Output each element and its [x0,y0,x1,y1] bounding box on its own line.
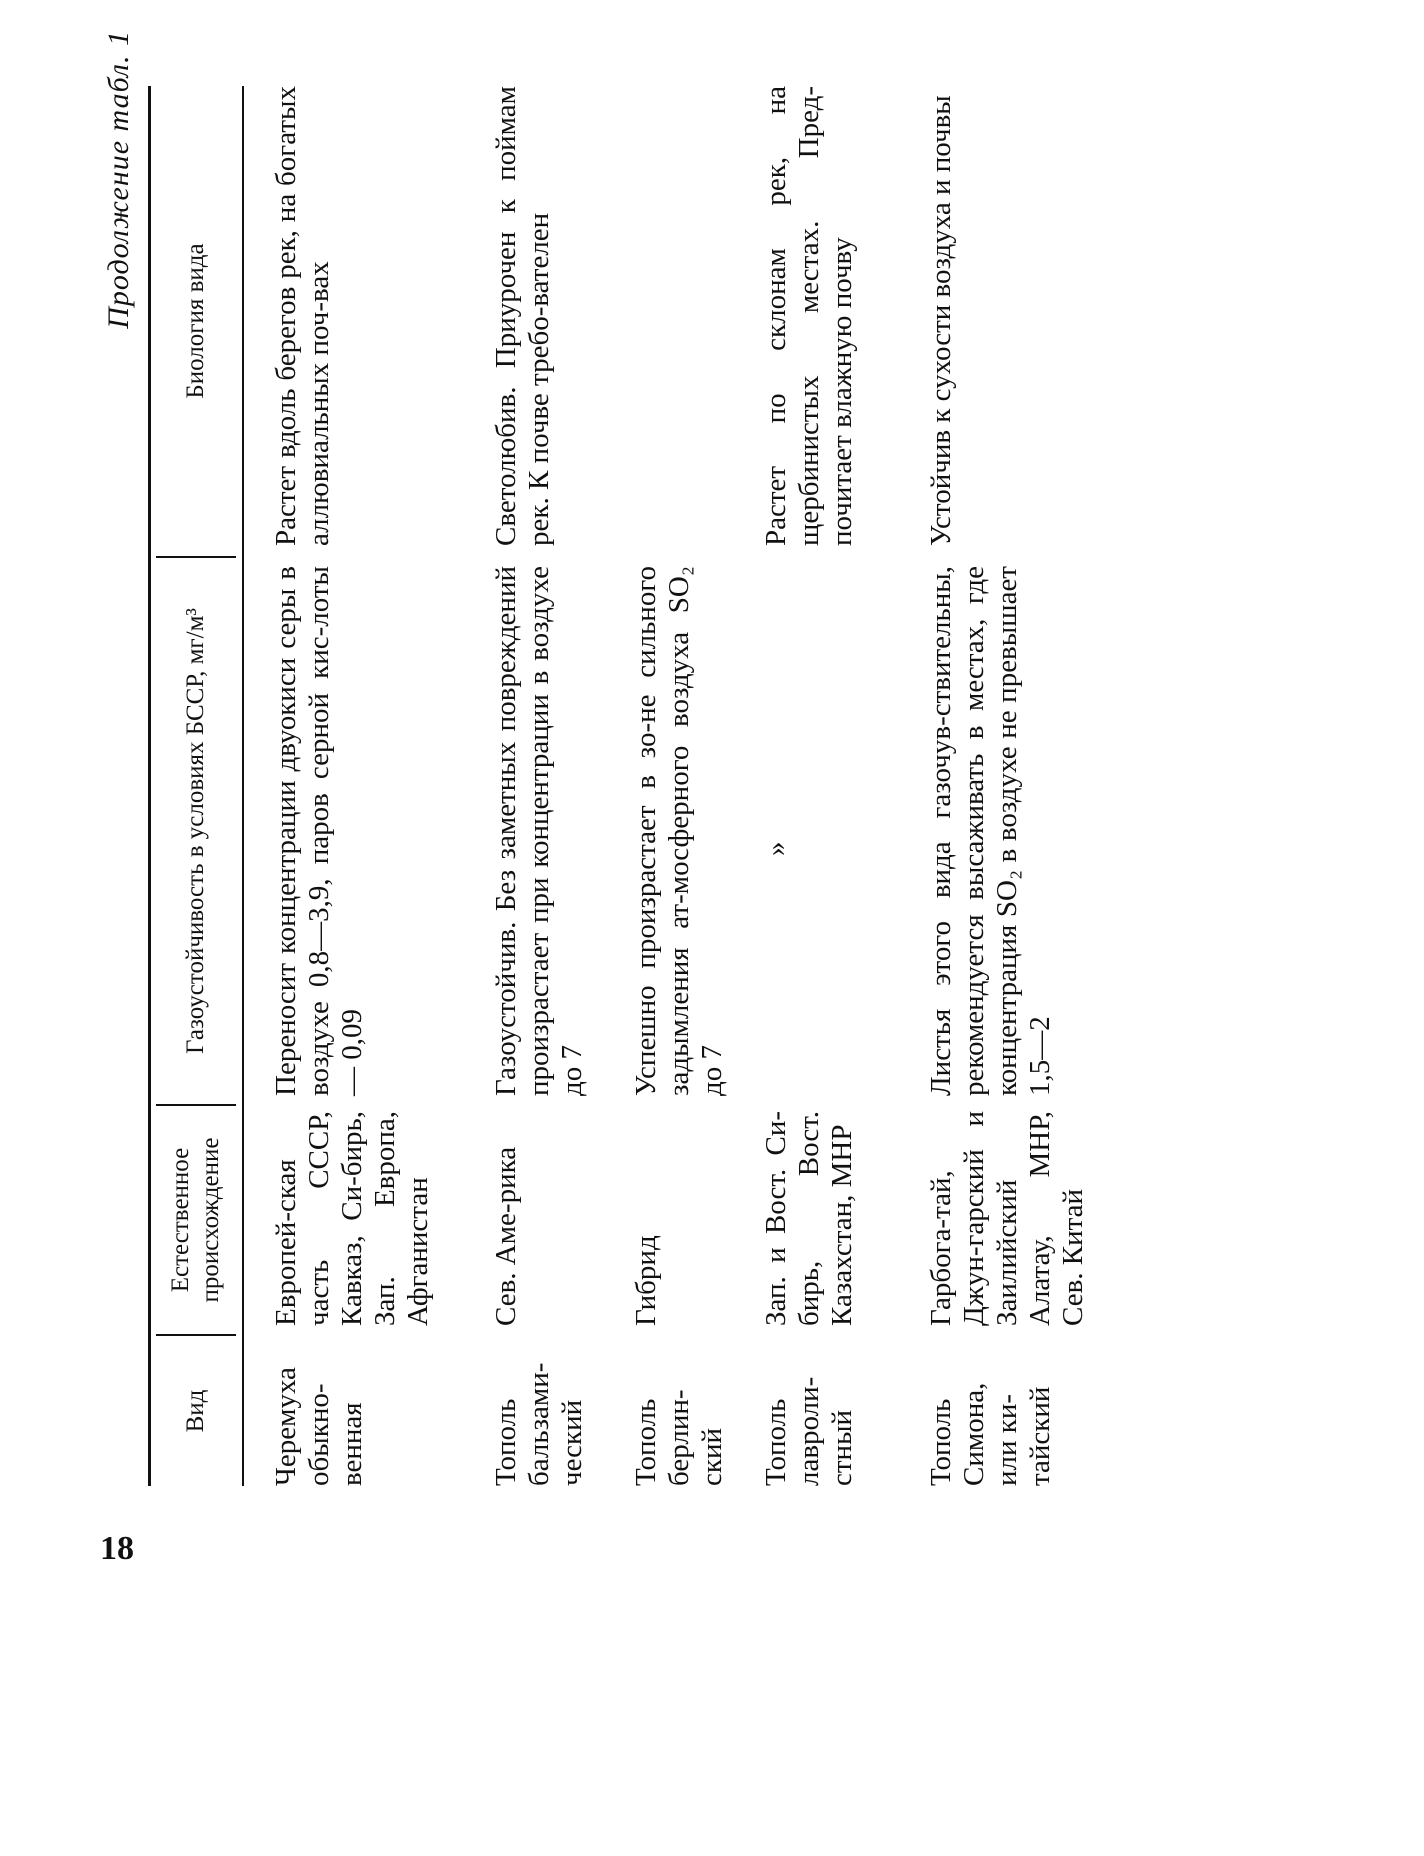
continuation-title: Продолжение табл. 1 [102,30,135,329]
species-cell: Тополь Симона, или ки-тайский [925,1382,1056,1486]
header-gas-resistance: Газоустойчивость в условиях БССР, мг/м³ [182,608,209,1054]
gas-resistance-cell: Газоустойчив. Без заметных повреждений произрастает при концентрации в воздухе до 7 [490,566,588,1096]
origin-cell: Сев. Аме-рика [490,1146,522,1326]
table-header-rule [242,86,244,1486]
species-cell: Тополь берлин-ский [630,1389,728,1486]
biology-cell: Светолюбив. Приурочен к поймам рек. К почве требо-вателен [490,86,555,546]
origin-cell: Гибрид [630,1235,662,1326]
table-top-rule [148,86,151,1486]
biology-cell: Растет по склонам рек, на щербинистых местах. Пред-почитает влажную почву [760,86,858,546]
gas-resistance-cell: » [760,841,792,856]
gas-resistance-cell: Успешно произрастает в зо-не сильного задымления ат-мосферного воздуха SO₂ до 7 [630,566,728,1096]
origin-cell: Зап. и Вост. Си-бирь, Вост. Казахстан, МНР [760,1111,858,1326]
rotated-table-page [102,30,1130,1486]
gas-resistance-cell: Переносит концентрации двуокиси серы в воздухе 0,8—3,9, паров серной кис-лоты — 0,09 [270,566,368,1096]
gas-resistance-cell: Листья этого вида газочув-ствительны, рекомендуется высаживать в местах, где концентрация SO₂ в воздухе не превышает 1,5—2 [925,566,1056,1096]
species-cell: Тополь лавроли-стный [760,1376,858,1486]
header-species: Вид [182,1389,209,1433]
biology-cell: Растет вдоль берегов рек, на богатых аллювиальных поч-вах [270,86,335,546]
header-origin: Естественное происхождение [167,1137,224,1303]
origin-cell: Европей-ская часть СССР, Кавказ, Си-бирь, Зап. Европа, Афганистан [270,1111,434,1326]
origin-cell: Гарбога-тай, Джун-гарский и Заилийский Алатау, МНР, Сев. Китай [925,1111,1089,1326]
biology-cell: Устойчив к сухости воздуха и почвы [925,95,957,546]
page-number: 18 [100,1530,134,1567]
species-cell: Черемуха обыкно-венная [270,1367,368,1486]
header-biology: Биология вида [182,243,209,399]
species-cell: Тополь бальзами-ческий [490,1362,588,1486]
